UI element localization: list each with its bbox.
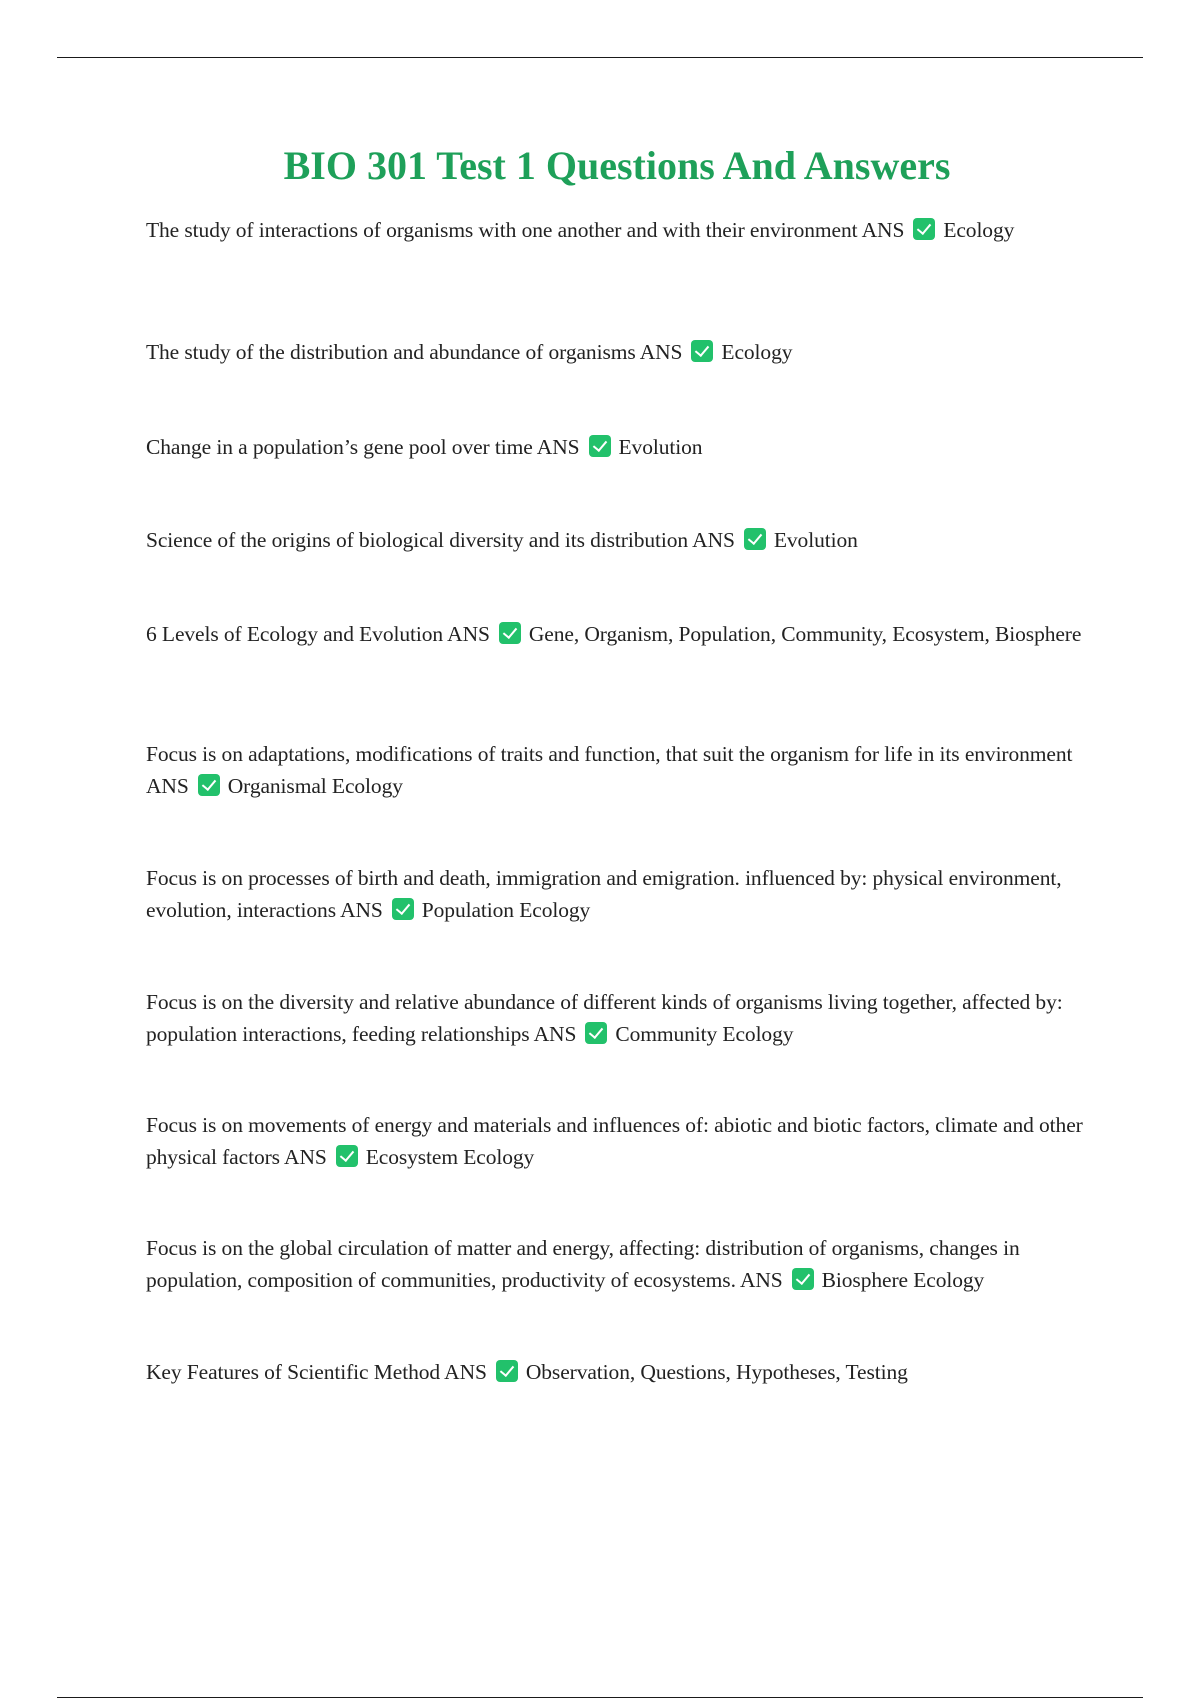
qa-item (146, 1356, 1096, 1388)
check-box-icon (496, 1360, 518, 1382)
qa-item (146, 1232, 1096, 1296)
check-box-icon (744, 528, 766, 550)
answer-text: Ecology (721, 340, 793, 364)
question-text: 6 Levels of Ecology and Evolution (146, 622, 444, 646)
check-box-icon (198, 774, 220, 796)
qa-item (146, 618, 1096, 650)
question-text: Focus is on processes of birth and death, immigration and emigration. influenced by: physical environment, evolution, interactions (146, 866, 1062, 922)
answer-text: Observation, Questions, Hypotheses, Testing (525, 1360, 908, 1384)
qa-item (146, 431, 1096, 463)
answer-marker: ANS (284, 1145, 327, 1169)
footer-rule (57, 1697, 1143, 1698)
check-box-icon (585, 1022, 607, 1044)
answer-marker: ANS (692, 528, 735, 552)
check-box-icon (792, 1268, 814, 1290)
answer-marker: ANS (861, 218, 905, 242)
answer-text: Evolution (773, 528, 858, 552)
answer-text: Community Ecology (615, 1022, 794, 1046)
question-text: Key Features of Scientific Method (146, 1360, 441, 1384)
qa-item (146, 336, 1096, 368)
answer-text: Population Ecology (421, 898, 591, 922)
answer-text: Ecosystem Ecology (365, 1145, 535, 1169)
page-title: BIO 301 Test 1 Questions And Answers (283, 143, 951, 188)
answer-text: Ecology (943, 218, 1015, 242)
answer-text: Gene, Organism, Population, Community, Ecosystem, Biosphere (528, 622, 1082, 646)
answer-marker: ANS (536, 435, 580, 459)
qa-item (146, 862, 1096, 926)
answer-marker: ANS (639, 340, 683, 364)
check-box-icon (392, 898, 414, 920)
check-box-icon (691, 340, 713, 362)
qa-item (146, 524, 1096, 556)
check-box-icon (336, 1145, 358, 1167)
question-text: The study of the distribution and abundance of organisms (146, 340, 636, 364)
answer-marker: ANS (146, 774, 189, 798)
question-text: Focus is on adaptations, modifications of traits and function, that suit the organism for life in its environment (146, 742, 1073, 766)
qa-item (146, 214, 1096, 246)
check-box-icon (589, 435, 611, 457)
question-text: Focus is on movements of energy and materials and influences of: abiotic and biotic factors, climate and other physical factors (146, 1113, 1083, 1169)
qa-item (146, 986, 1096, 1050)
answer-text: Organismal Ecology (227, 774, 403, 798)
answer-marker: ANS (447, 622, 490, 646)
question-text: The study of interactions of organisms with one another and with their environment (146, 218, 858, 242)
qa-item (146, 1109, 1096, 1173)
answer-text: Evolution (618, 435, 703, 459)
answer-marker: ANS (444, 1360, 487, 1384)
question-text: Science of the origins of biological diversity and its distribution (146, 528, 689, 552)
check-box-icon (499, 622, 521, 644)
question-text: Focus is on the diversity and relative abundance of different kinds of organisms living together, affected by: population interactions, feeding relationships (146, 990, 1063, 1046)
answer-marker: ANS (533, 1022, 577, 1046)
header-rule (57, 57, 1143, 58)
question-text: Focus is on the global circulation of matter and energy, affecting: distribution of organisms, changes in population, composition of communities, productivity of ecosystems. (146, 1236, 1020, 1292)
answer-marker: ANS (739, 1268, 783, 1292)
check-box-icon (913, 218, 935, 240)
answer-text: Biosphere Ecology (821, 1268, 985, 1292)
answer-marker: ANS (340, 898, 383, 922)
question-text: Change in a population’s gene pool over time (146, 435, 533, 459)
qa-item (146, 738, 1096, 802)
